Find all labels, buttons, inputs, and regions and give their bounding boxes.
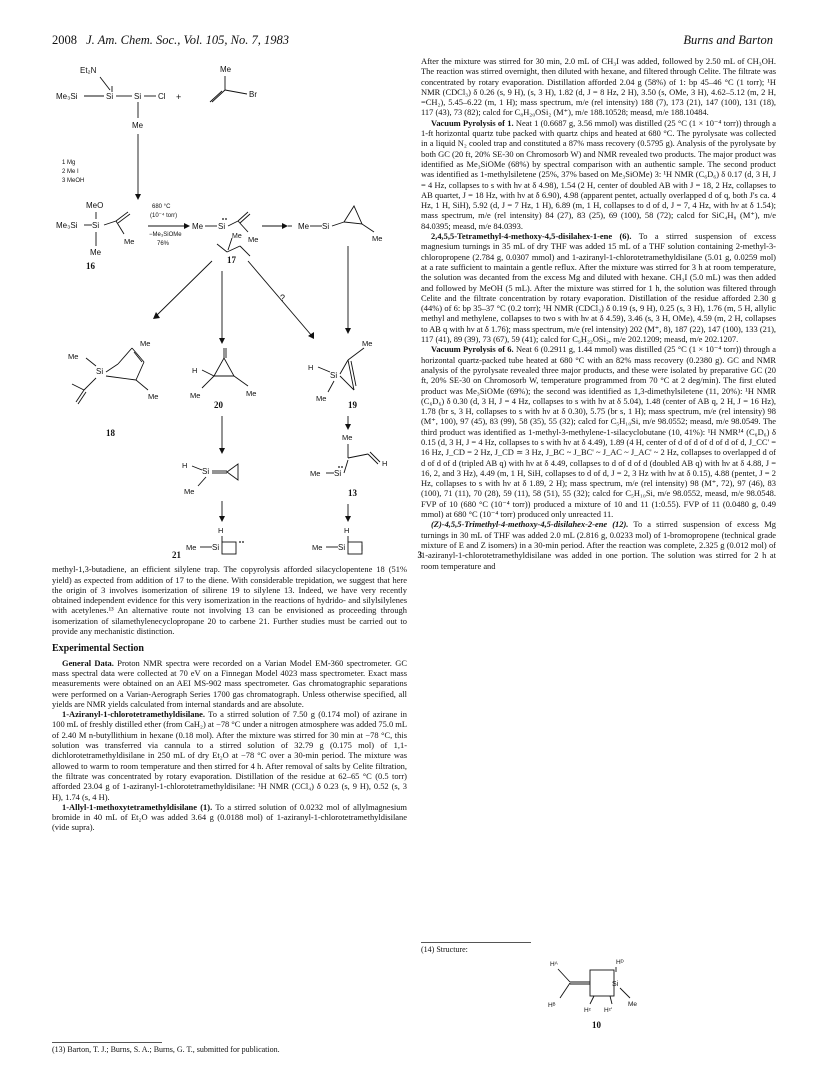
compound-6-paragraph <box>421 231 776 344</box>
aziranyl-head: 1-Aziranyl-1-chlorotetramethyldisilane. <box>62 709 206 720</box>
condition-loss: −Me₃SiOMe <box>149 232 182 238</box>
atom-cl: Cl <box>158 92 166 101</box>
reaction-scheme <box>52 56 407 556</box>
atom-br: Br <box>249 90 257 99</box>
compound-12-paragraph <box>421 519 776 570</box>
page-number: 2008 <box>52 33 77 47</box>
compound-12-text: To a stirred suspension of excess Mg turnings in 30 mL of THF was added 2.0 mL (2.816 g, 0.0233 mol) of 1-bromopropene (technical grade mixture of E and Z isomers) in a 30-min period. After the reaction was complete, 2.325 g (0.012 mol) of 1-aziranyl-1-chlorotetramethyldisilane was added in one portion. The solution was stirred for 2 h at room temperature and <box>421 519 776 571</box>
label-17: 17 <box>227 255 236 265</box>
atom-ha: Hᴬ <box>550 961 558 968</box>
label-16: 16 <box>86 261 95 271</box>
atom-hb: Hᴮ <box>548 1002 556 1009</box>
atom-si-right: Si <box>322 222 330 231</box>
compound-6-text: To a stirred suspension of excess magnesium turnings in 35 mL of dry THF was added 15 mL of a THF solution containing 2-methyl-3-chloropropene (2.784 g, 0.0307 mmol) and 1-aziranyl-1-chlorotetramethyldisilane (5.01 g, 0.0259 mol) at a rate sufficient to maintain a gentle reflux. After the mixture was stirred for 3 h at room temperature, the solution was decanted from the excess Mg and diluted with hexane. CH₃I (5.0 mL) was then added and followed by MeOH (5 mL). After the mixture was stirred for 1 h, the solution was filtered through Celite and the filtrate concentration by rotary evaporation. Distillation of the residue afforded 2.30 g (44%) of 6: bp 35–37 °C (0.2 torr); ¹H NMR (CDCl₃) δ 0.19 (s, 9 H), 0.25 (s, 3 H), 1.76 (m, 5 H, allylic methyl and methylene, collapses to two s with hν at δ 4.59), 3.46 (s, 3 H, OMe), 4.59 (m, 2 H, collapses to AB q with hν at δ 1.76); mass spectrum, m/e (rel intensity) 202 (M⁺, 8), 187 (22), 147 (100), 133 (21), 117 (41), 89 (39), 73 (67), 59 (41); calcd for C₉H₂₂OSi₂, m/e 202.1209; measd, m/e 202.1207. <box>421 231 776 345</box>
general-data-paragraph <box>52 658 407 709</box>
atom-me-18a: Me <box>68 352 79 361</box>
atom-h-21: H <box>218 526 224 535</box>
atom-me-17: Me <box>192 222 204 231</box>
atom-me-propene: Me <box>220 65 232 74</box>
compound-6-head: 2,4,5,5-Tetramethyl-4-methoxy-4,5-disilahex-1-ene (6). <box>431 231 632 242</box>
allyl-text: To a stirred solution of 0.0232 mol of allylmagnesium bromide in 40 mL of Et₂O was added 3.64 g (0.0188 mol) of 1-aziranyl-1-chlorotetramethyldisilane (vide supra). <box>52 801 407 833</box>
atom-me-isoprene: Me <box>232 233 242 240</box>
aziranyl-text: To a stirred solution of 7.50 g (0.174 mol) of azirane in 100 mL of freshly distilled ether (from CaH₂) at −78 °C under a nitrogen atmosphere was added 75.0 mL of 2.40 M n-butyllithium in hexane (0.18 mol). After the mixture was stirred for 30 min at −78 °C, this solution was transferred via cannula to a stirred solution of 32.79 g (0.175 mol) of 1,1-dichlorotetramethyldisilane in 250 mL of dry Et₂O at −78 °C over a 30-min period. The mixture was allowed to warm to room temperature and then stirred for 4 h. After removal of salts by Celite filtration, the filtrate was concentrated by rotary evaporation. Distillation of the residue at 62–65 °C (0.5 torr) afforded 23.04 g of 1-aziranyl-1-chlorotetramethyldisilane: ¹H NMR (CCl₄) δ 0.23 (s, 9 H), 0.52 (s, 3 H), 1.74 (s, 4 H). <box>52 709 407 802</box>
allyl-head: 1-Allyl-1-methoxytetramethyldisilane (1). <box>62 801 213 812</box>
aziranyl-paragraph <box>52 709 407 802</box>
atom-hc: Hᶜ <box>584 1007 591 1014</box>
atom-si-b: Si <box>134 92 142 101</box>
condition-temp: 680 °C <box>152 204 171 210</box>
atom-meo: MeO <box>86 201 104 210</box>
atom-me-13a: Me <box>310 469 321 478</box>
general-data-head: General Data. <box>62 657 114 668</box>
pyrolysis-1-paragraph <box>421 118 776 231</box>
atom-si-3: Si <box>338 543 346 552</box>
atom-me-top: Me <box>132 121 144 130</box>
atom-me-18b: Me <box>140 339 151 348</box>
running-head-left <box>52 33 289 48</box>
left-footnote-block <box>52 1036 407 1055</box>
atom-hc-prime: Hᶜ' <box>604 1007 613 1014</box>
atom-me3si-16: Me₃Si <box>56 221 78 230</box>
atom-me-carbene: Me <box>184 487 195 496</box>
label-3: 3 <box>417 550 422 560</box>
atom-me-right: Me <box>298 222 310 231</box>
atom-si-10: Si <box>612 981 619 988</box>
intro-paragraph: methyl-1,3-butadiene, an efficient silylene trap. The copyrolysis afforded silacyclopentene 18 (51% yield) as expected from addition of 17 to the diene. With considerable trepidation, we suggest that here the origin of 3 involves isomerization of silirene 19 to silylene 13. Indeed, we have very recently obtained independent evidence for this very isomerization in the reactions of hydrido- and silylsilylenes with acetylenes.¹³ An alternative route not involving 13 can be envisioned as proceeding through isomerization of silamethylenecyclopropane 20 to carbene 21. Further studies must be carried out to provide any mechanistic distinction. <box>52 564 407 637</box>
atom-me-17b: Me <box>248 235 259 244</box>
atom-si-19: Si <box>330 371 338 380</box>
atom-h-20: H <box>192 366 198 375</box>
pyrolysis-6-text: Neat 6 (0.2911 g, 1.44 mmol) was distilled (25 °C (1 × 10⁻⁴ torr)) through a horizontal quartz-packed tube heated at 680 °C with an 82% mass recovery (0.2380 g). GC and NMR analysis of the pyrolysate revealed three major products, and these were isolated by preparative GC (20 ft, 20% SE-30 on Chromosorb W, temperature programmed from 70 °C at 2 deg/min). The first eluted product was Me₃SiOMe (69%); the second was identified as 1,3-dimethylsiletene (11, 20%): ¹H NMR (C₆D₆) δ 0.30 (d, 3 H, J = 4 Hz, collapses to s with hν at δ 5.04), 1.48 (center of AB q, 2 H, J = 16 Hz), 1.78 (br s, 3 H, collapses to s with hν at δ 0.30), 5.75 (br s, 1 H); mass spectrum, m/e (rel intensity) 98 (M⁺, 100), 97 (45), 83 (99), 58 (35), 55 (32); calcd for C₅H₁₀Si, m/e 98.0552; measd, m/e 98.0549. The third product was identified as 1-methyl-3-methylene-1-silacyclobutane (10, 41%): ¹H NMR¹⁴ (C₆D₆) δ 0.15 (d, 3 H, J = 4 Hz, collapses to s with hν at δ 4.49), 1.89 (4 H, center of d of d of d of d of d, J_CC' = 16 Hz, J_CD = 2 Hz, J_CD ≃ 3 Hz, J_BC ~ J_BC' ~ J_AC ~ J_AC' ~ 2 Hz, collapses to overlapped d of d of d of d (tripled AB q) with hν at δ 4.49, collapses to d of d of d (doubled AB q) with hν at δ 4.88, J = 16, 2, and 3 Hz), 4.49 (m, 1 H, SiH, collapses to d of d, J = 2, 3 Hz with hν at δ 0.15), 4.88 (pentet, J = 2 Hz, collapses to s with hν at δ 1.89, 2 H); mass spectrum, m/e (rel intensity) 98 (M⁺, 72), 97 (46), 83 (100), 71 (11), 70 (28), 59 (11), 58 (51), 55 (32); calcd for C₅H₁₀Si, m/e 98.0552, measd, m/e 98.0548. FVP of 10 (680 °C (10⁻⁴ torr)) produced a mixture of 10 and 11 (1:0.55). FVP of 11 (0.0480 g, 0.49 mmol) at 680 °C (10⁻⁴ torr) produced only unreacted 11. <box>421 344 776 520</box>
label-21: 21 <box>172 550 181 560</box>
atom-me-19b: Me <box>362 339 373 348</box>
compound-12-head: (Z)-4,5,5-Trimethyl-4-methoxy-4,5-disilahex-2-ene (12). <box>431 519 629 530</box>
reagent-3: 3 MeOH <box>62 178 85 184</box>
atom-me-10: Me <box>628 1001 638 1008</box>
section-title: Experimental Section <box>52 643 144 655</box>
atom-si-21: Si <box>212 543 220 552</box>
atom-me-16a: Me <box>90 248 102 257</box>
label-10: 10 <box>592 1020 601 1030</box>
condition-pressure: (10⁻⁴ torr) <box>150 213 178 219</box>
running-head <box>52 33 773 49</box>
atom-me-13b: Me <box>342 433 353 442</box>
label-20: 20 <box>214 400 223 410</box>
atom-me-18c: Me <box>148 392 159 401</box>
atom-me-21: Me <box>186 543 197 552</box>
label-19: 19 <box>348 400 357 410</box>
left-column <box>52 56 422 833</box>
running-head-authors: Burns and Barton <box>683 33 773 47</box>
question-mark: ? <box>280 293 286 303</box>
atom-me-20b: Me <box>246 389 257 398</box>
atom-h-3: H <box>344 526 350 535</box>
journal-citation: J. Am. Chem. Soc., Vol. 105, No. 7, 1983 <box>86 33 290 47</box>
general-data-text: Proton NMR spectra were recorded on a Varian Model EM-360 spectrometer. GC mass spectral data were collected at 70 eV on a Finnegan Model 4023 mass spectrometer. Exact mass measurements were obtained on an AEI MS-902 mass spectrometer. Gas chromatographic separations were performed on a Varian-Aerograph Series 1700 gas chromatograph. Unless otherwise specified, all yields are NMR yields calculated from internal standards and are absolute. <box>52 657 407 709</box>
atom-me-right-b: Me <box>372 234 383 243</box>
atom-si-a: Si <box>106 92 114 101</box>
atom-me-3: Me <box>312 543 323 552</box>
atom-h-13: H <box>382 459 388 468</box>
structure-10-figure <box>540 952 690 1032</box>
atom-si-16: Si <box>92 221 100 230</box>
atom-me-19a: Me <box>316 394 327 403</box>
label-13: 13 <box>348 488 357 498</box>
reagent-2: 2 Me I <box>62 169 79 175</box>
condition-yield: 76% <box>157 241 170 247</box>
allyl-paragraph <box>52 802 407 833</box>
pyrolysis-6-head: Vacuum Pyrolysis of 6. <box>431 344 514 355</box>
atom-me-20a: Me <box>190 391 201 400</box>
atom-et2n: Et₂N <box>80 66 97 75</box>
footnote-rule-right <box>421 942 531 943</box>
footnote-14: (14) Structure: <box>421 945 468 954</box>
footnote-13: (13) Barton, T. J.; Burns, S. A.; Burns, G. T., submitted for publication. <box>52 1045 280 1054</box>
atom-me-16b: Me <box>124 237 135 246</box>
plus-sign: + <box>176 92 182 102</box>
atom-si-carbene: Si <box>202 467 210 476</box>
right-column <box>421 56 776 571</box>
pyrolysis-1-head: Vacuum Pyrolysis of 1. <box>431 117 514 128</box>
atom-me3si-top: Me₃Si <box>56 92 78 101</box>
pyrolysis-6-paragraph <box>421 344 776 519</box>
atom-si-17: Si <box>218 222 226 231</box>
atom-si-13: Si <box>334 469 342 478</box>
footnote-rule <box>52 1042 162 1043</box>
atom-h-carbene: H <box>182 461 188 470</box>
atom-hd: Hᴰ <box>616 959 624 966</box>
allyl-continued-paragraph: After the mixture was stirred for 30 min, 2.0 mL of CH₃I was added, followed by 2.50 mL of CH₃OH. The reaction was stirred overnight, then diluted with hexane, and filtered through Celite. The filtrate was concentrated by rotary evaporation. Distillation afforded 2.04 g (58%) of 1: bp 45–46 °C (1 torr); ¹H NMR (CDCl₃) δ 0.26 (s, 9 H), (s, 3 H), 1.82 (d, J = 8 Hz, 2 H), 3.50 (s, OMe, 3 H), 4.62–5.12 (m, 2 H, =CH₂), 5.45–6.22 (m, 1 H); mass spectrum, m/e (rel intensity) 188 (7), 173 (21), 147 (100), 131 (18), 117 (43), 73 (82); calcd for C₈H₂₀OSi₂ (M⁺), m/e 188.10528; measd, m/e 188.10484. <box>421 56 776 118</box>
atom-si-18: Si <box>96 367 104 376</box>
reagent-1: 1 Mg <box>62 160 76 166</box>
atom-h-19: H <box>308 363 314 372</box>
pyrolysis-1-text: Neat 1 (0.6687 g, 3.56 mmol) was distilled (25 °C (1 × 10⁻⁴ torr)) through a 1-ft horizontal quartz tube packed with quartz chips and heated at 680 °C. The pyrolysate was collected in a liquid N₂ cooled trap and constituted a 87% mass recovery (0.5795 g). Analysis of the pyrolysate by both GC (20 ft, 20% SE-30 on Chromosorb W) and NMR revealed two products. The major product was identified as Me₃SiOMe (68%) by spectral comparison with an authentic sample. The second product was identified as 1-methylsiletene (25%, 37% based on Me₃SiOMe) 3: ¹H NMR (C₆D₆) δ 0.17 (d, 3 H, J = 4 Hz, collapses to s with hν at δ 4.98), 1.54 (2 H, center of doubled AB with J = 18, 2 Hz, collapses to AB quartet, J = 18 Hz, with hν at δ 6.90), 4.98 (apparent pentet, actually overlapped d of q, both J's ca. 4 Hz, 1 H, SiH), 5.92 (d, J = 7 Hz, 1 H), 6.89 (m, 1 H, collapses to d of d, J = 7, 4 Hz, with hν at δ 1.54); mass spectrum, m/e (rel intensity) 84 (27), 83 (25), 69 (100), 58 (72); calcd for SiC₄H₈ (M⁺), m/e 84.0395; measd, m/e 84.0393. <box>421 117 776 231</box>
label-18: 18 <box>106 428 115 438</box>
